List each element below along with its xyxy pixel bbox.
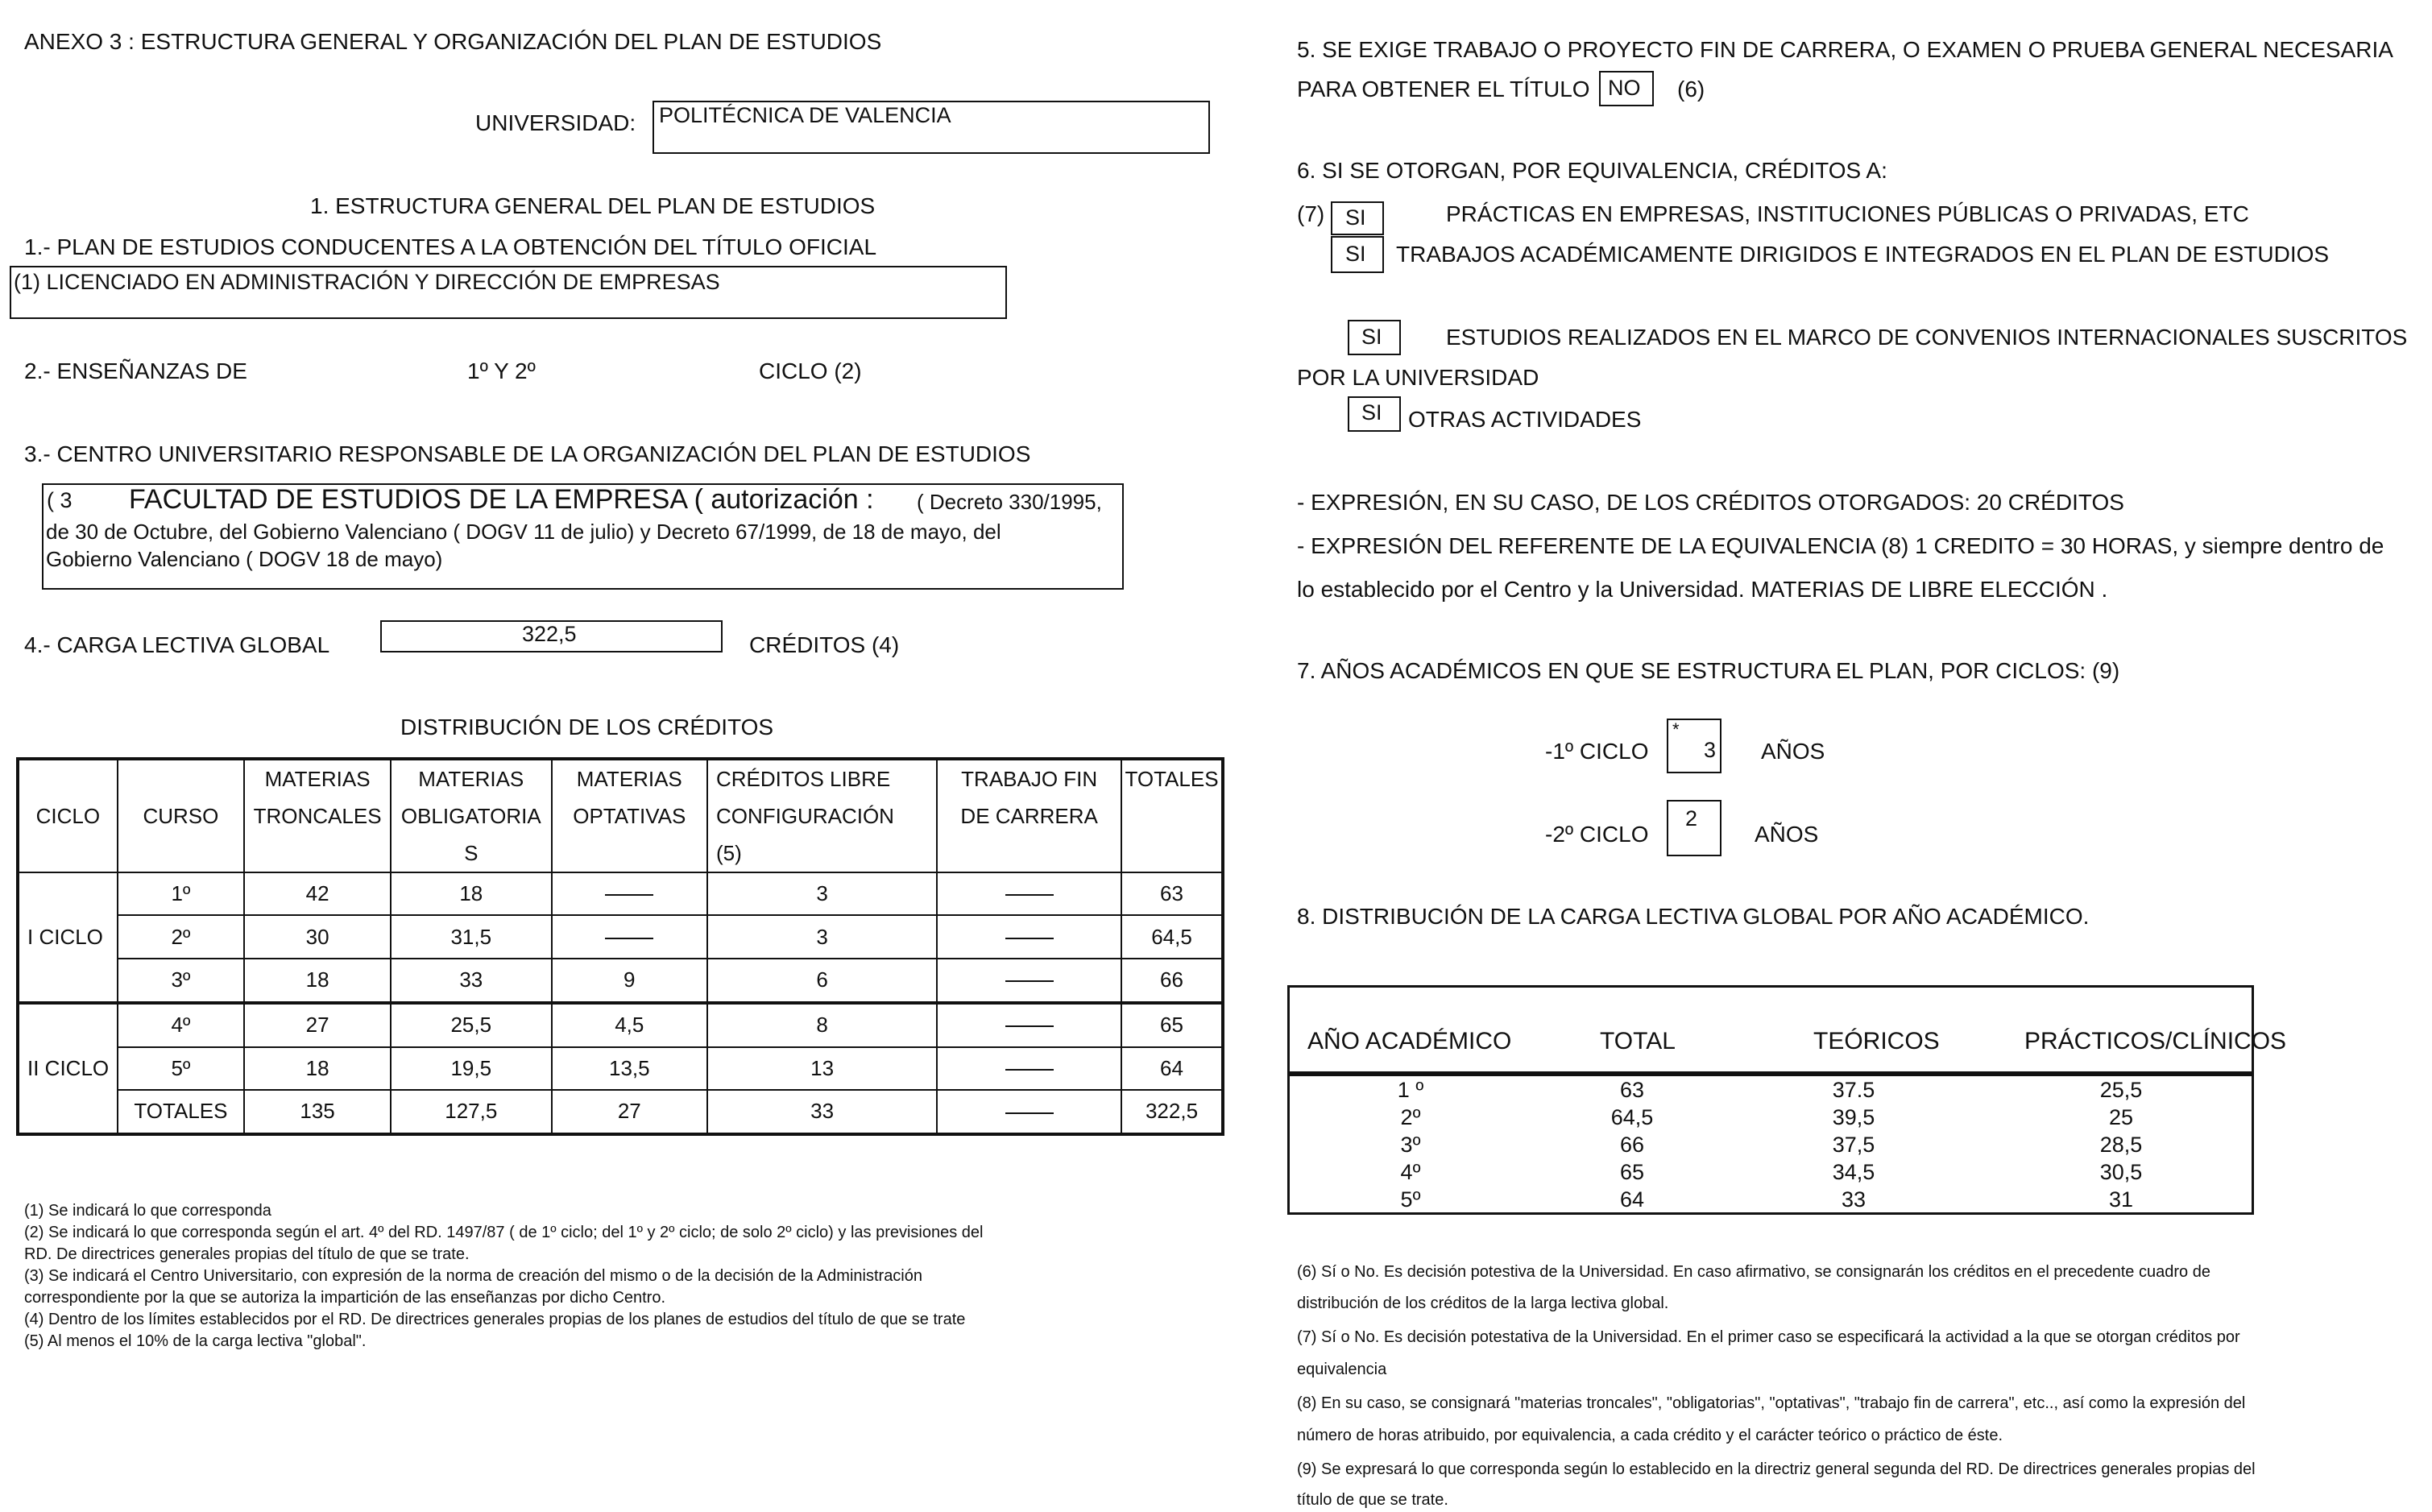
ciclo2-years-label: -2º CICLO	[1545, 822, 1649, 847]
cell-libre: 13	[707, 1047, 937, 1090]
item5-line1: 5. SE EXIGE TRABAJO O PROYECTO FIN DE CARRERA, O EXAMEN O PRUEBA GENERAL NECESARIA	[1297, 37, 2393, 62]
ciclo1-years-unit: AÑOS	[1761, 739, 1825, 764]
cell-totales: 64,5	[1121, 915, 1223, 958]
footnote-3: (3) Se indicará el Centro Universitario, con expresión de la norma de creación del mismo o de la decisión de la Administración	[24, 1267, 922, 1285]
years-cell-theory: 34,5	[1832, 1160, 1875, 1184]
cell-optativas-empty	[552, 872, 707, 915]
years-cell-total: 65	[1619, 1160, 1645, 1184]
years-cell-total: 63	[1619, 1078, 1645, 1102]
equiv-estudios-value: SI	[1361, 325, 1382, 349]
footnote-5: (5) Al menos el 10% de la carga lectiva "global".	[24, 1332, 367, 1350]
cell-tfc-empty	[937, 1090, 1121, 1134]
equiv-otras-value: SI	[1361, 400, 1382, 425]
years-cell-theory: 33	[1841, 1187, 1866, 1212]
item8-title: 8. DISTRIBUCIÓN DE LA CARGA LECTIVA GLOBAL POR AÑO ACADÉMICO.	[1297, 904, 2090, 929]
header-troncales: MATERIAS TRONCALES	[244, 759, 391, 872]
cell-optativas-empty	[552, 915, 707, 958]
cell-obligatorias: 31,5	[391, 915, 552, 958]
cell-troncales: 27	[244, 1003, 391, 1047]
cell-libre: 8	[707, 1003, 937, 1047]
header-totales: TOTALES	[1121, 759, 1223, 872]
footnote-6-cont: distribución de los créditos de la larga lectiva global.	[1297, 1295, 1669, 1312]
footnote-7-cont: equivalencia	[1297, 1361, 1387, 1378]
item6-title: 6. SI SE OTORGAN, POR EQUIVALENCIA, CRÉDITOS A:	[1297, 158, 1887, 183]
ciclo2-years-value: 2	[1685, 806, 1698, 831]
ciclo2-label: II CICLO	[18, 1003, 118, 1134]
footnote-2-cont: RD. De directrices generales propias del título de que se trate.	[24, 1245, 470, 1263]
annex-title: ANEXO 3 : ESTRUCTURA GENERAL Y ORGANIZACIÓN DEL PLAN DE ESTUDIOS	[24, 29, 882, 54]
cell-obligatorias: 127,5	[391, 1090, 552, 1134]
footnote-7: (7) Sí o No. Es decisión potestativa de la Universidad. En el primer caso se especificará la actividad a la que se otorgan créditos por	[1297, 1328, 2240, 1346]
cell-obligatorias: 19,5	[391, 1047, 552, 1090]
cell-tfc-empty	[937, 872, 1121, 915]
years-cell-theory: 37,5	[1832, 1133, 1875, 1157]
item2-suffix: CICLO (2)	[759, 358, 862, 383]
years-header-theory: TEÓRICOS	[1813, 1028, 1940, 1054]
equiv-trabajos-text: TRABAJOS ACADÉMICAMENTE DIRIGIDOS E INTEGRADOS EN EL PLAN DE ESTUDIOS	[1396, 242, 2330, 267]
footnote-9-cont: título de que se trate.	[1297, 1491, 1448, 1509]
cell-curso: 5º	[118, 1047, 245, 1090]
cell-curso: 4º	[118, 1003, 245, 1047]
cell-obligatorias: 18	[391, 872, 552, 915]
table-row-totals	[18, 1090, 1223, 1134]
cell-obligatorias: 33	[391, 959, 552, 1003]
item3-label: 3.- CENTRO UNIVERSITARIO RESPONSABLE DE LA ORGANIZACIÓN DEL PLAN DE ESTUDIOS	[24, 441, 1031, 466]
cell-obligatorias: 25,5	[391, 1003, 552, 1047]
ciclo1-label: I CICLO	[18, 872, 118, 1003]
cell-troncales: 135	[244, 1090, 391, 1134]
cell-libre: 3	[707, 872, 937, 915]
years-cell-year: 5º	[1400, 1187, 1421, 1212]
item5-line2: PARA OBTENER EL TÍTULO	[1297, 77, 1590, 101]
header-libre: CRÉDITOS LIBRE CONFIGURACIÓN (5)	[707, 759, 937, 872]
header-obligatorias: MATERIAS OBLIGATORIA S	[391, 759, 552, 872]
item4-suffix: CRÉDITOS (4)	[749, 632, 900, 657]
years-table	[1287, 985, 2287, 1215]
cell-tfc-empty	[937, 1047, 1121, 1090]
equiv-otras-text: OTRAS ACTIVIDADES	[1408, 407, 1642, 432]
item6-prefix: (7)	[1297, 201, 1325, 226]
years-header-year: AÑO ACADÉMICO	[1307, 1028, 1512, 1054]
item5-note: (6)	[1677, 77, 1705, 101]
cell-curso: 3º	[118, 959, 245, 1003]
item1-label: 1.- PLAN DE ESTUDIOS CONDUCENTES A LA OBTENCIÓN DEL TÍTULO OFICIAL	[24, 234, 877, 259]
equiv-practicas-value: SI	[1345, 205, 1366, 230]
table-header-row	[18, 759, 1223, 872]
credits-table	[16, 757, 1224, 1136]
years-cell-total: 64	[1619, 1187, 1645, 1212]
center-main: FACULTAD DE ESTUDIOS DE LA EMPRESA ( autorización :	[129, 484, 874, 515]
cell-totales: 63	[1121, 872, 1223, 915]
header-curso: CURSO	[118, 759, 245, 872]
years-header-total: TOTAL	[1600, 1028, 1676, 1054]
footnote-8-cont: número de horas atribuido, por equivalencia, a cada crédito y el carácter teórico o práctico de éste.	[1297, 1427, 2003, 1444]
center-paren: ( 3	[47, 488, 73, 512]
table-row	[18, 1003, 1223, 1047]
cell-totales: 322,5	[1121, 1090, 1223, 1134]
expr-equiv-line2: lo establecido por el Centro y la Universidad. MATERIAS DE LIBRE ELECCIÓN .	[1297, 577, 2108, 602]
item7-title: 7. AÑOS ACADÉMICOS EN QUE SE ESTRUCTURA EL PLAN, POR CICLOS: (9)	[1297, 658, 2120, 683]
cell-optativas: 13,5	[552, 1047, 707, 1090]
equiv-estudios-cont: POR LA UNIVERSIDAD	[1297, 365, 1539, 390]
section1-title: 1. ESTRUCTURA GENERAL DEL PLAN DE ESTUDIOS	[310, 193, 876, 218]
years-cell-theory: 39,5	[1832, 1105, 1875, 1129]
cell-curso: TOTALES	[118, 1090, 245, 1134]
years-header-rule	[1290, 1071, 2252, 1076]
cell-optativas: 27	[552, 1090, 707, 1134]
header-optativas: MATERIAS OPTATIVAS	[552, 759, 707, 872]
table-title: DISTRIBUCIÓN DE LOS CRÉDITOS	[400, 715, 774, 739]
cell-totales: 64	[1121, 1047, 1223, 1090]
years-cell-year: 2º	[1400, 1105, 1421, 1129]
cell-optativas: 4,5	[552, 1003, 707, 1047]
years-cell-practice: 30,5	[2099, 1160, 2143, 1184]
center-line3: Gobierno Valenciano ( DOGV 18 de mayo)	[46, 547, 443, 571]
left-footnotes	[24, 1200, 983, 1353]
table-row	[18, 959, 1223, 1003]
center-line2: de 30 de Octubre, del Gobierno Valenciano ( DOGV 11 de julio) y Decreto 67/1999, de 18 de mayo, del	[46, 520, 1001, 544]
ciclo1-years-label: -1º CICLO	[1545, 739, 1649, 764]
item4-label: 4.- CARGA LECTIVA GLOBAL	[24, 632, 330, 657]
years-cell-year: 4º	[1400, 1160, 1421, 1184]
years-cell-total: 66	[1619, 1133, 1645, 1157]
equiv-estudios-text: ESTUDIOS REALIZADOS EN EL MARCO DE CONVENIOS INTERNACIONALES SUSCRITOS	[1446, 325, 2408, 350]
years-cell-practice: 25	[2108, 1105, 2134, 1129]
header-ciclo: CICLO	[18, 759, 118, 872]
item2-value: 1º Y 2º	[467, 358, 536, 383]
years-cell-year: 1 º	[1397, 1078, 1424, 1102]
cell-troncales: 42	[244, 872, 391, 915]
footnote-9: (9) Se expresará lo que corresponda según lo establecido en la directriz general segunda del RD. De directrices generales propias del	[1297, 1460, 2256, 1478]
years-cell-practice: 28,5	[2099, 1133, 2143, 1157]
table-row	[18, 915, 1223, 958]
university-value: POLITÉCNICA DE VALENCIA	[659, 103, 951, 127]
ciclo1-years-mark: *	[1672, 719, 1680, 739]
cell-libre: 33	[707, 1090, 937, 1134]
footnote-2: (2) Se indicará lo que corresponda según el art. 4º del RD. 1497/87 ( de 1º ciclo; del 1º y 2º ciclo; de solo 2º ciclo) y las previsiones del	[24, 1224, 984, 1241]
equiv-trabajos-value: SI	[1345, 242, 1366, 266]
cell-optativas: 9	[552, 959, 707, 1003]
center-decree: ( Decreto 330/1995,	[917, 490, 1102, 514]
ciclo2-years-unit: AÑOS	[1755, 822, 1819, 847]
credits-value: 322,5	[522, 622, 577, 646]
cell-troncales: 18	[244, 1047, 391, 1090]
cell-tfc-empty	[937, 959, 1121, 1003]
years-cell-practice: 31	[2108, 1187, 2134, 1212]
cell-libre: 6	[707, 959, 937, 1003]
table-row	[18, 872, 1223, 915]
cell-totales: 66	[1121, 959, 1223, 1003]
item2-label: 2.- ENSEÑANZAS DE	[24, 358, 247, 383]
table-row	[18, 1047, 1223, 1090]
years-cell-year: 3º	[1400, 1133, 1421, 1157]
equiv-practicas-text: PRÁCTICAS EN EMPRESAS, INSTITUCIONES PÚBLICAS O PRIVADAS, ETC	[1446, 201, 2249, 226]
university-label: UNIVERSIDAD:	[475, 110, 636, 135]
footnote-4: (4) Dentro de los límites establecidos por el RD. De directrices generales propias de los planes de estudios del título de que se trate	[24, 1311, 966, 1328]
footnote-8: (8) En su caso, se consignará "materias troncales", "obligatorias", "optativas", "trabajo fin de carrera", etc.., así como la expresión del	[1297, 1394, 2246, 1412]
cell-tfc-empty	[937, 1003, 1121, 1047]
years-cell-theory: 37.5	[1832, 1078, 1875, 1102]
cell-troncales: 18	[244, 959, 391, 1003]
years-cell-practice: 25,5	[2099, 1078, 2143, 1102]
degree-value: (1) LICENCIADO EN ADMINISTRACIÓN Y DIRECCIÓN DE EMPRESAS	[14, 270, 720, 294]
footnote-6: (6) Sí o No. Es decisión potestiva de la Universidad. En caso afirmativo, se consignarán los créditos en el precedente cuadro de	[1297, 1263, 2210, 1281]
cell-curso: 2º	[118, 915, 245, 958]
cell-libre: 3	[707, 915, 937, 958]
footnote-1: (1) Se indicará lo que corresponda	[24, 1202, 271, 1220]
final-project-value: NO	[1608, 76, 1641, 100]
cell-curso: 1º	[118, 872, 245, 915]
cell-tfc-empty	[937, 915, 1121, 958]
years-header-practice: PRÁCTICOS/CLÍNICOS	[2024, 1028, 2287, 1054]
footnote-3-cont: correspondiente por la que se autoriza la impartición de las enseñanzas por dicho Centro.	[24, 1289, 666, 1307]
ciclo1-years-value: 3	[1704, 738, 1717, 762]
cell-troncales: 30	[244, 915, 391, 958]
years-cell-total: 64,5	[1610, 1105, 1654, 1129]
cell-totales: 65	[1121, 1003, 1223, 1047]
expr-credits: - EXPRESIÓN, EN SU CASO, DE LOS CRÉDITOS OTORGADOS: 20 CRÉDITOS	[1297, 490, 2124, 515]
expr-equiv-line1: - EXPRESIÓN DEL REFERENTE DE LA EQUIVALENCIA (8) 1 CREDITO = 30 HORAS, y siempre dentro de	[1297, 533, 2384, 558]
header-tfc: TRABAJO FIN DE CARRERA	[937, 759, 1121, 872]
